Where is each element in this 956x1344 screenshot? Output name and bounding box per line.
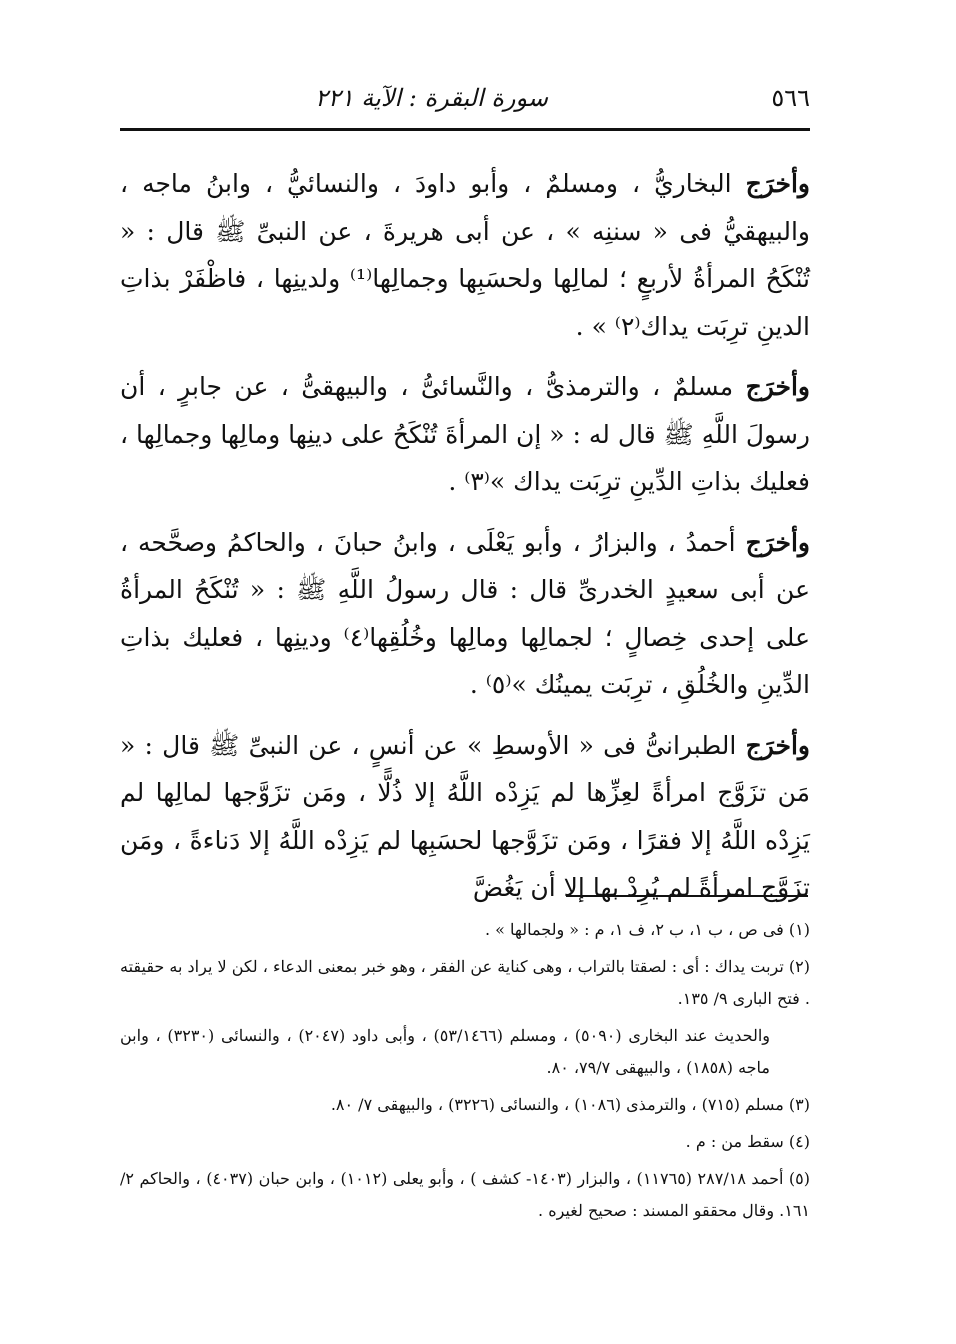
paragraph xyxy=(120,519,810,709)
paragraph-text: البخاريُّ ، ومسلمٌ ، وأبو داودَ ، والنسائيُّ ، وابنُ ماجه ، والبيهقيُّ فى « سننِه » ، عن أبى هريرةَ ، عن النبىِّ ﷺ قال : « تُنْكَحُ المرأةُ لأربعٍ ؛ لمالِها ولحسَبِها وجمالِها⁽¹⁾ ولدينِها ، فاظْفَرْ بذاتِ الدينِ ترِبَت يداك⁽٢⁾ » . xyxy=(120,169,810,341)
footnote-continuation: والحديث عند البخارى (٥٠٩٠) ، ومسلم (٥٣/١٤٦٦) ، وأبى داود (٢٠٤٧) ، والنسائى (٣٢٣٠) ، وابن ماجه (١٨٥٨) ، والبيهقى ٧٩/٧، ٨٠. xyxy=(120,1026,771,1077)
paragraph xyxy=(120,160,810,350)
paragraph-lead-word: وأخرَج xyxy=(745,730,810,760)
footnote: (٥) أحمد ٢٨٧/١٨ (١١٧٦٥) ، والبزار (١٤٠٣- كشف ) ، وأبو يعلى (١٠١٢) ، وابن حبان (٤٠٣٧) ، والحاكم ٢/ ١٦١. وقال محققو المسند : صحيح لغيره . xyxy=(120,1169,811,1220)
paragraph-text: الطبرانىُّ فى « الأوسطِ » عن أنسٍ ، عن النبىِّ ﷺ قال : « مَن تزَوَّج امرأةً لعِزِّها لم يَزِدْه اللَّهُ إلا ذُلًّا ، ومَن تزَوَّجها لمالِها لم يَزِدْه اللَّهُ إلا فقرًا ، ومَن تزَوَّجها لحسَبِها لم يَزِدْه اللَّهُ إلا دَناءةً ، ومَن تزَوَّج امرأةً لم يُرِدْ بها إلا أن يَغُضَّ xyxy=(120,730,810,902)
running-title: سورة البقرة : الآية ٢٢١ xyxy=(314,84,548,112)
footnote: (٤) سقط من : م . xyxy=(685,1132,810,1151)
main-text xyxy=(120,160,810,925)
footnote-separator xyxy=(566,895,808,897)
footnotes xyxy=(120,914,810,1232)
page-header xyxy=(120,78,810,118)
paragraph-text: أحمدُ ، والبزارُ ، وأبو يَعْلَى ، وابنُ حبانَ ، والحاكمُ وصحَّحه ، عن أبى سعيدٍ الخدرىِّ قال : قال رسولُ اللَّهِ ﷺ : « تُنْكَحُ المرأةُ على إحدى خِصالٍ ؛ لجمالِها ومالِها وخُلُقِها⁽٤⁾ ودينِها ، فعليك بذاتِ الدِّينِ والخُلُقِ ، ترِبَت يمينُك »⁽٥⁾ . xyxy=(120,527,810,699)
footnote: (٣) مسلم (٧١٥) ، والترمذى (١٠٨٦) ، والنسائى (٣٢٢٦) ، والبيهقى ٧/ ٨٠. xyxy=(330,1095,810,1114)
paragraph-lead-word: وأخرَج xyxy=(745,169,810,198)
footnote: (٢) تربت يداك : أى : لصقتا بالتراب ، وهى كناية عن الفقر ، وهو خبر بمعنى الدعاء ، لكن لا يراد به حقيقته . فتح البارى ٩/ ١٣٥. xyxy=(120,957,810,1008)
footnote: (١) فى ص ، ب ١، ب ٢، ف ١، م : « ولجمالها » . xyxy=(484,920,810,939)
paragraph-lead-word: وأخرَج xyxy=(745,527,810,557)
paragraph-lead-word: وأخرَج xyxy=(745,372,810,401)
paragraph-text: مسلمٌ ، والترمذىُّ ، والنَّسائىُّ ، والبيهقىُّ ، عن جابرٍ ، أن رسولَ اللَّهِ ﷺ قال له : « إن المرأةَ تُنْكَحُ على دينِها ومالِها وجمالِها ، فعليك بذاتِ الدِّينِ ترِبَت يداك »⁽٣⁾ . xyxy=(120,372,810,496)
paragraph xyxy=(120,722,810,912)
paragraph xyxy=(120,363,810,506)
header-rule xyxy=(120,128,810,131)
page-number: ٥٦٦ xyxy=(771,84,810,112)
